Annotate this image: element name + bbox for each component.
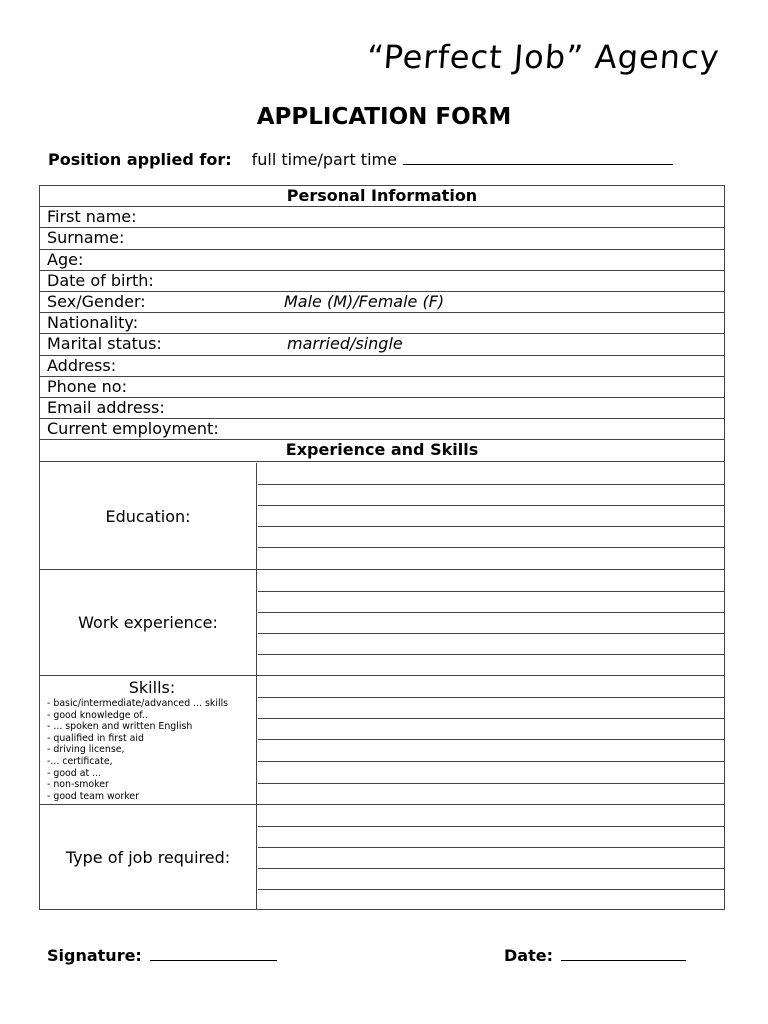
section-personal-information: Personal Information [40,186,724,207]
write-line[interactable] [258,826,724,827]
skill-hint: - ... spoken and written English [47,721,193,733]
write-line[interactable] [258,761,724,762]
job-type-label: Type of job required: [40,805,257,910]
skill-hint: -... certificate, [47,755,113,767]
form-title: APPLICATION FORM [256,104,512,130]
education-block [40,463,724,570]
field-label: Age: [47,249,84,269]
field-label: Phone no: [47,376,127,396]
skills-cell [40,676,257,804]
date-label: Date: [504,946,553,965]
job-type-block [40,805,724,910]
signature-label: Signature: [47,946,142,965]
field-row-surname[interactable] [40,228,724,249]
field-label: Marital status: [47,334,162,354]
write-line[interactable] [258,484,724,485]
field-label: Sex/Gender: [47,292,146,311]
date-line [504,946,686,965]
field-label: Date of birth: [47,270,154,290]
skill-hint: - good knowledge of.. [47,709,148,721]
position-options: full time/part time [251,150,397,169]
field-row-current-employment[interactable] [40,419,724,440]
date-blank-field[interactable] [561,946,686,961]
skills-label: Skills: [128,678,176,697]
signature-blank-field[interactable] [150,946,277,961]
work-experience-label: Work experience: [40,570,257,675]
position-applied-line [48,150,673,169]
write-line[interactable] [258,847,724,848]
work-experience-block [40,570,724,676]
field-row-sex-gender[interactable] [40,292,724,313]
skill-hint: - driving license, [47,744,125,756]
field-row-date-of-birth[interactable] [40,271,724,292]
field-value: Male (M)/Female (F) [284,292,445,311]
position-blank-field[interactable] [403,150,673,165]
skill-hint: - qualified in first aid [47,732,144,744]
write-line[interactable] [258,697,724,698]
field-row-first-name[interactable] [40,207,724,228]
education-label: Education: [40,463,257,569]
field-row-marital-status[interactable] [40,334,724,355]
field-row-email[interactable] [40,398,724,419]
field-row-nationality[interactable] [40,313,724,334]
write-line[interactable] [258,654,724,655]
write-line[interactable] [258,591,724,592]
field-label: Email address: [47,398,165,417]
write-line[interactable] [258,718,724,719]
skill-hint: - basic/intermediate/advanced ... skills [47,698,229,709]
field-row-address[interactable] [40,356,724,377]
field-label: Address: [47,355,117,375]
skill-hint: - good at ... [47,767,102,779]
write-line[interactable] [258,505,724,506]
write-line[interactable] [258,739,724,740]
signature-line [47,946,277,965]
write-line[interactable] [258,547,724,548]
position-label: Position applied for: [48,150,232,169]
skills-block [40,676,724,805]
write-line[interactable] [258,612,724,613]
write-line[interactable] [258,868,724,869]
write-line[interactable] [258,633,724,634]
skill-hint: - good team worker [47,790,139,802]
field-label: Nationality: [47,313,139,333]
application-table [39,185,725,910]
write-line[interactable] [258,526,724,527]
field-value: married/single [287,334,403,354]
write-line[interactable] [258,783,724,784]
field-label: Surname: [47,228,125,248]
field-row-age[interactable] [40,250,724,271]
write-line[interactable] [258,889,724,890]
section-experience-and-skills: Experience and Skills [40,440,724,461]
field-label: First name: [47,207,137,227]
skill-hint: - non-smoker [47,779,109,791]
field-row-phone[interactable] [40,377,724,398]
field-label: Current employment: [47,419,219,439]
agency-name: “Perfect Job” Agency [366,38,722,76]
